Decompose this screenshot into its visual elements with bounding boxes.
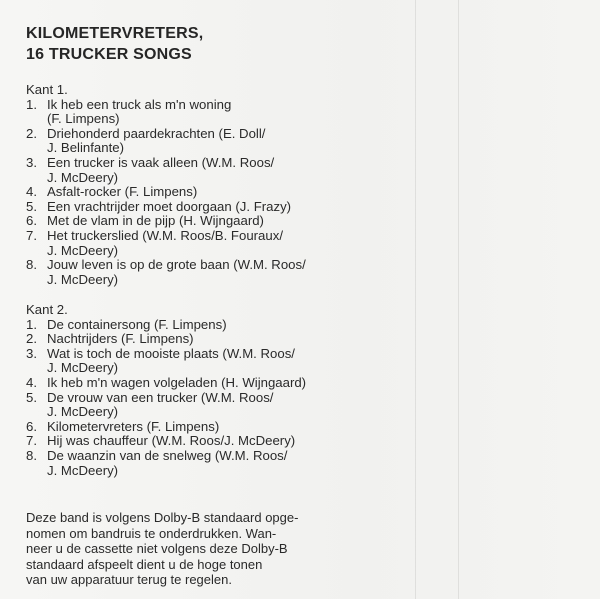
track-item (26, 127, 306, 156)
track-item (26, 449, 306, 478)
fold-line (458, 0, 459, 599)
side-1-heading: Kant 1. (26, 82, 68, 97)
track-number: 1. (26, 316, 37, 332)
track-item (26, 185, 306, 200)
track-title: Een vrachtrijder moet doorgaan (J. Frazy) (47, 198, 292, 214)
track-item (26, 434, 306, 449)
album-title (26, 23, 203, 65)
track-title: Met de vlam in de pijp (H. Wijngaard) (47, 213, 264, 229)
track-title: Asfalt-rocker (F. Limpens) (47, 184, 198, 200)
track-title: Wat is toch de mooiste plaats (W.M. Roos/ J. McDeery) (47, 345, 295, 376)
track-title: Een trucker is vaak alleen (W.M. Roos/ J. McDeery) (47, 154, 275, 185)
fold-line (415, 0, 416, 599)
track-item (26, 98, 306, 127)
track-title: De containersong (F. Limpens) (47, 316, 227, 332)
track-number: 4. (26, 184, 37, 200)
track-list (26, 98, 306, 288)
track-item (26, 200, 306, 215)
track-number: 1. (26, 96, 37, 112)
track-number: 6. (26, 418, 37, 434)
track-item (26, 391, 306, 420)
track-number: 7. (26, 433, 37, 449)
track-number: 8. (26, 257, 37, 273)
track-item (26, 229, 306, 258)
side-2-tracklist (26, 303, 306, 478)
album-title-line: KILOMETERVRETERS, (26, 25, 204, 42)
track-number: 6. (26, 213, 37, 229)
track-item (26, 347, 306, 376)
track-title: Ik heb een truck als m'n woning (F. Limpens) (47, 96, 232, 127)
track-title: Ik heb m'n wagen volgeladen (H. Wijngaard) (47, 374, 307, 390)
track-item (26, 376, 306, 391)
track-title: Het truckerslied (W.M. Roos/B. Fouraux/ J. McDeery) (47, 227, 283, 258)
album-subtitle-line: 16 TRUCKER SONGS (26, 46, 192, 63)
track-item (26, 258, 306, 287)
track-number: 5. (26, 389, 37, 405)
track-item (26, 420, 306, 435)
track-number: 7. (26, 227, 37, 243)
track-title: Jouw leven is op de grote baan (W.M. Roos/ J. McDeery) (47, 257, 306, 287)
track-title: Kilometervreters (F. Limpens) (47, 418, 220, 434)
track-title: De vrouw van een trucker (W.M. Roos/ J. McDeery) (47, 389, 274, 420)
side-2-heading: Kant 2. (26, 302, 68, 317)
track-title: De waanzin van de snelweg (W.M. Roos/ J. McDeery) (47, 447, 288, 478)
track-title: Nachtrijders (F. Limpens) (47, 331, 194, 347)
track-title: Hij was chauffeur (W.M. Roos/J. McDeery) (47, 433, 296, 449)
track-number: 5. (26, 198, 37, 214)
track-number: 2. (26, 331, 37, 347)
track-item (26, 332, 306, 347)
track-number: 3. (26, 154, 37, 170)
track-number: 2. (26, 125, 37, 141)
track-number: 3. (26, 345, 37, 361)
dolby-note: Deze band is volgens Dolby-B standaard opge- nomen om bandruis te onderdrukken. Wan- neer u de cassette niet volgens deze Dolby-B standaard afspeelt dient u de hoge tonen van uw apparatuur terug te regelen. (26, 510, 299, 588)
track-item (26, 318, 306, 333)
track-number: 8. (26, 447, 37, 463)
track-number: 4. (26, 374, 37, 390)
track-list (26, 318, 306, 479)
track-title: Driehonderd paardekrachten (E. Doll/ J. Belinfante) (47, 125, 266, 156)
track-item (26, 156, 306, 185)
track-item (26, 214, 306, 229)
side-1-tracklist (26, 83, 306, 287)
